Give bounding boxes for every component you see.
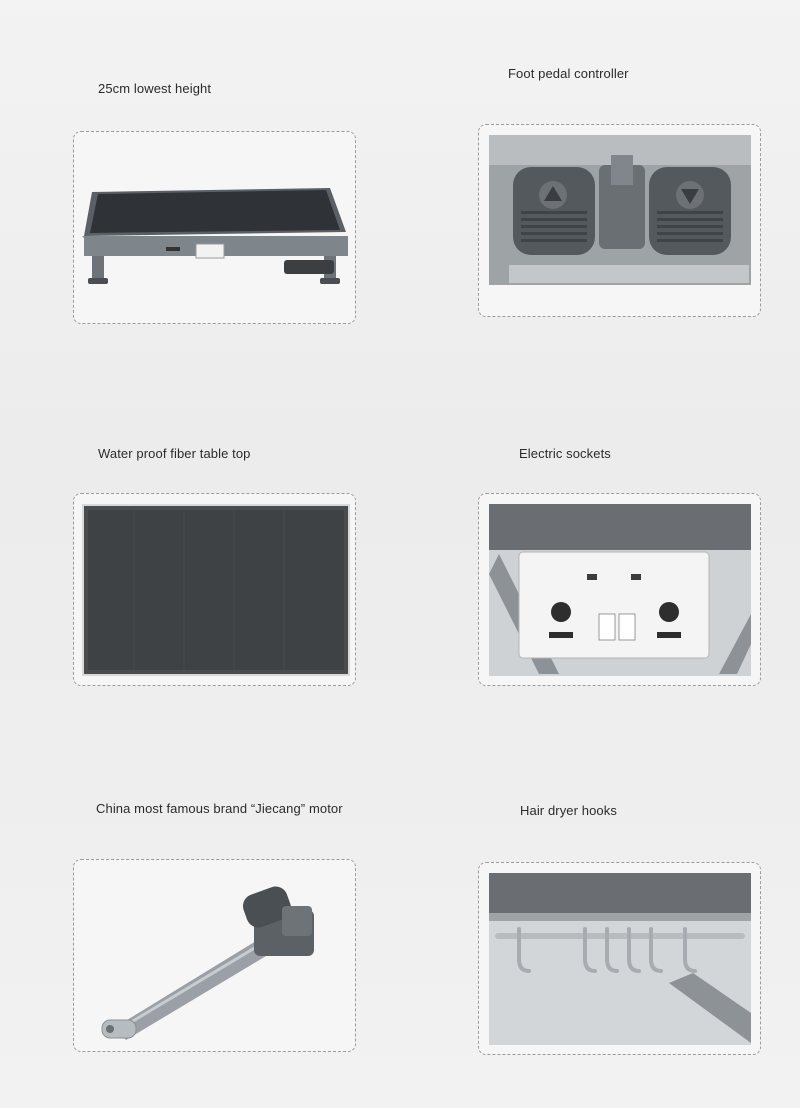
foot-pedal-icon	[479, 125, 761, 317]
caption-hair-dryer-hooks: Hair dryer hooks	[520, 803, 617, 818]
photo-frame-electric-sockets	[478, 493, 761, 686]
table-top-icon	[74, 494, 356, 686]
photo-frame-foot-pedal	[478, 124, 761, 317]
caption-lowest-height: 25cm lowest height	[98, 81, 212, 96]
photo-frame-hair-dryer-hooks	[478, 862, 761, 1055]
caption-fiber-table-top: Water proof fiber table top	[98, 446, 251, 461]
grooming-table-lowest-icon	[74, 132, 356, 324]
caption-foot-pedal: Foot pedal controller	[508, 66, 629, 81]
electric-socket-icon	[479, 494, 761, 686]
dryer-hooks-icon	[479, 863, 761, 1055]
caption-electric-sockets: Electric sockets	[519, 446, 611, 461]
photo-frame-fiber-table-top	[73, 493, 356, 686]
caption-jiecang-motor: China most famous brand “Jiecang” motor	[96, 801, 343, 816]
photo-frame-jiecang-motor	[73, 859, 356, 1052]
photo-frame-lowest-height	[73, 131, 356, 324]
linear-actuator-motor-icon	[74, 860, 356, 1052]
